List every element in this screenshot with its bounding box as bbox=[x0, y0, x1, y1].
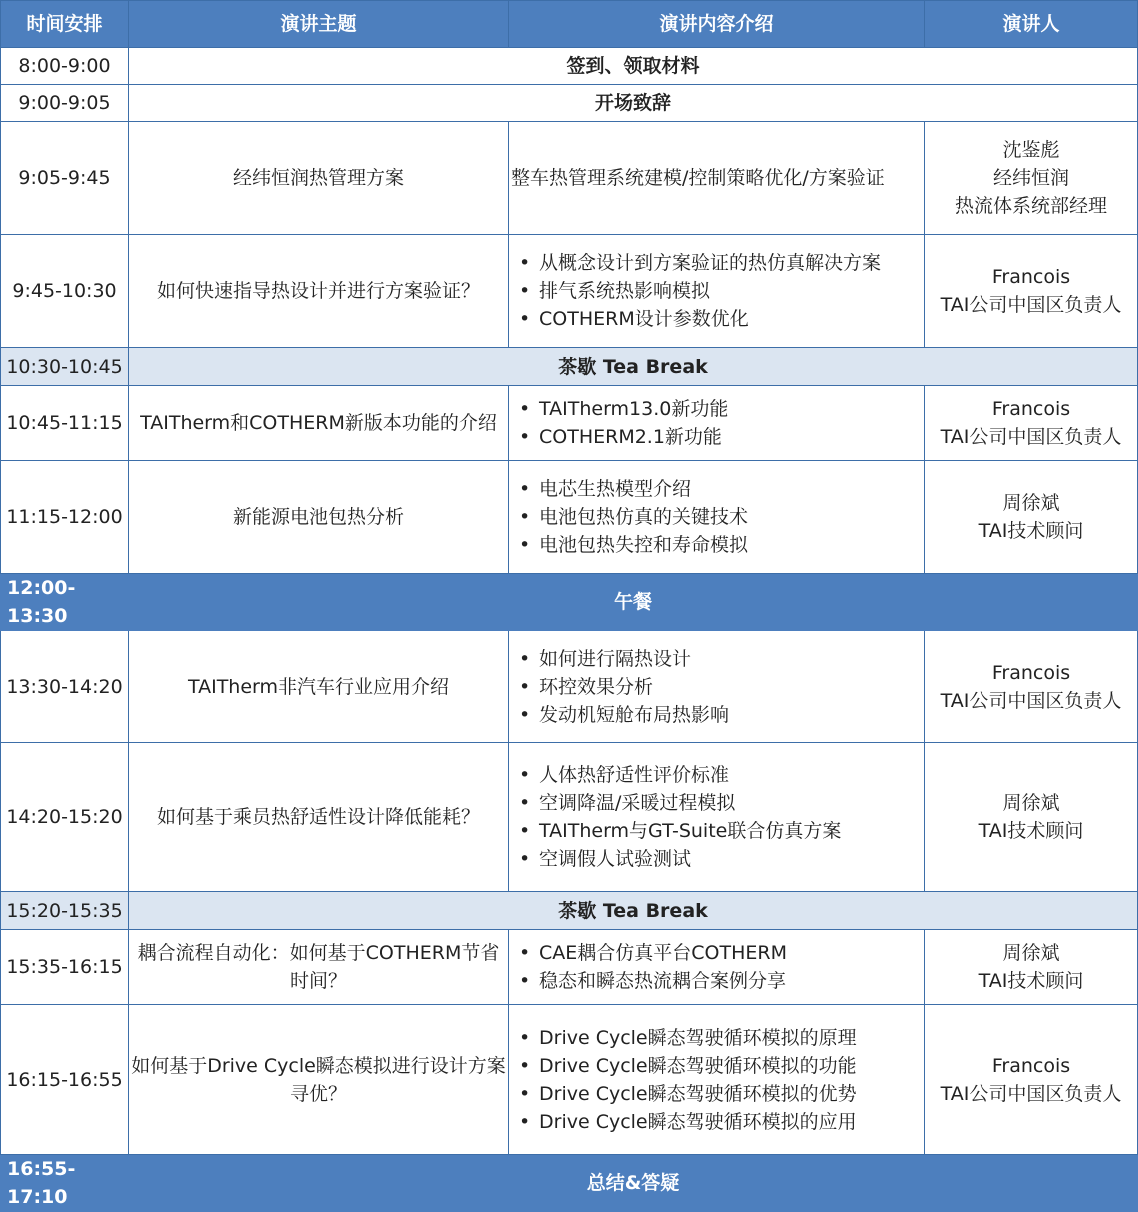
time-cell: 16:55-17:10 bbox=[1, 1155, 129, 1212]
content-cell bbox=[509, 461, 925, 574]
content-cell bbox=[509, 235, 925, 348]
time-cell: 10:45-11:15 bbox=[1, 386, 129, 461]
agenda-row bbox=[1, 85, 1138, 122]
agenda-row bbox=[1, 574, 1138, 631]
topic-cell: TAITherm非汽车行业应用介绍 bbox=[129, 631, 509, 743]
list-item: • TAITherm与GT-Suite联合仿真方案 bbox=[517, 817, 922, 845]
list-item: • COTHERM2.1新功能 bbox=[517, 423, 922, 451]
time-cell: 9:00-9:05 bbox=[1, 85, 129, 122]
list-item: • 如何进行隔热设计 bbox=[517, 645, 922, 673]
topic-cell: 如何基于Drive Cycle瞬态模拟进行设计方案寻优？ bbox=[129, 1005, 509, 1155]
topic-cell: 新能源电池包热分析 bbox=[129, 461, 509, 574]
session-cell: 开场致辞 bbox=[129, 85, 1138, 122]
time-cell: 13:30-14:20 bbox=[1, 631, 129, 743]
time-cell: 10:30-10:45 bbox=[1, 348, 129, 386]
list-item: • Drive Cycle瞬态驾驶循环模拟的原理 bbox=[517, 1024, 922, 1052]
content-cell bbox=[509, 386, 925, 461]
speaker-name: Francois bbox=[991, 398, 1071, 420]
speaker-name: Francois bbox=[991, 266, 1071, 288]
speaker-role: TAI公司中国区负责人 bbox=[940, 426, 1122, 448]
list-item: • 环控效果分析 bbox=[517, 673, 922, 701]
time-cell: 16:15-16:55 bbox=[1, 1005, 129, 1155]
time-cell: 15:20-15:35 bbox=[1, 892, 129, 930]
header-speaker: 演讲人 bbox=[925, 1, 1138, 48]
list-item: • 电池包热仿真的关键技术 bbox=[517, 503, 922, 531]
agenda-row bbox=[1, 1155, 1138, 1212]
topic-cell: 如何基于乘员热舒适性设计降低能耗？ bbox=[129, 743, 509, 892]
topic-cell: 经纬恒润热管理方案 bbox=[129, 122, 509, 235]
speaker-cell bbox=[925, 743, 1138, 892]
speaker-org: 经纬恒润 bbox=[992, 167, 1069, 189]
list-item: • 从概念设计到方案验证的热仿真解决方案 bbox=[517, 249, 922, 277]
session-cell: 签到、领取材料 bbox=[129, 48, 1138, 85]
lunch-cell: 午餐 bbox=[129, 574, 1138, 631]
list-item: • Drive Cycle瞬态驾驶循环模拟的功能 bbox=[517, 1052, 922, 1080]
content-cell bbox=[509, 631, 925, 743]
header-content: 演讲内容介绍 bbox=[509, 1, 925, 48]
time-cell: 14:20-15:20 bbox=[1, 743, 129, 892]
speaker-role: TAI公司中国区负责人 bbox=[940, 689, 1122, 712]
speaker-role: TAI技术顾问 bbox=[978, 970, 1084, 992]
agenda-row bbox=[1, 631, 1138, 743]
tea-break-cell: 茶歇 Tea Break bbox=[129, 892, 1138, 930]
agenda-row bbox=[1, 348, 1138, 386]
speaker-cell bbox=[925, 235, 1138, 348]
topic-cell: 如何快速指导热设计并进行方案验证？ bbox=[129, 235, 509, 348]
agenda-row bbox=[1, 122, 1138, 235]
agenda-row bbox=[1, 461, 1138, 574]
speaker-role: 热流体系统部经理 bbox=[954, 195, 1107, 217]
list-item: • 人体热舒适性评价标准 bbox=[517, 761, 922, 789]
qa-cell: 总结&答疑 bbox=[129, 1155, 1138, 1212]
content-cell bbox=[509, 743, 925, 892]
topic-cell: TAITherm和COTHERM新版本功能的介绍 bbox=[129, 386, 509, 461]
speaker-cell bbox=[925, 1005, 1138, 1155]
agenda-row bbox=[1, 48, 1138, 85]
list-item: • 稳态和瞬态热流耦合案例分享 bbox=[517, 967, 922, 995]
list-item: • 发动机短舱布局热影响 bbox=[517, 701, 922, 729]
header-row bbox=[1, 1, 1138, 48]
content-cell bbox=[509, 930, 925, 1005]
time-cell: 8:00-9:00 bbox=[1, 48, 129, 85]
speaker-cell bbox=[925, 386, 1138, 461]
speaker-name: 沈鉴彪 bbox=[1002, 139, 1060, 161]
time-cell: 11:15-12:00 bbox=[1, 461, 129, 574]
time-cell: 9:05-9:45 bbox=[1, 122, 129, 235]
time-cell: 9:45-10:30 bbox=[1, 235, 129, 348]
speaker-role: TAI技术顾问 bbox=[978, 820, 1084, 842]
content-cell: 整车热管理系统建模/控制策略优化/方案验证 bbox=[509, 122, 925, 235]
speaker-name: 周徐斌 bbox=[1002, 792, 1060, 814]
list-item: • 电池包热失控和寿命模拟 bbox=[517, 531, 922, 559]
list-item: • Drive Cycle瞬态驾驶循环模拟的优势 bbox=[517, 1080, 922, 1108]
list-item: • TAITherm13.0新功能 bbox=[517, 395, 922, 423]
agenda-row bbox=[1, 386, 1138, 461]
speaker-role: TAI公司中国区负责人 bbox=[940, 1082, 1122, 1105]
time-cell: 15:35-16:15 bbox=[1, 930, 129, 1005]
speaker-cell bbox=[925, 631, 1138, 743]
content-cell bbox=[509, 1005, 925, 1155]
agenda-row bbox=[1, 1005, 1138, 1155]
list-item: • COTHERM设计参数优化 bbox=[517, 305, 922, 333]
list-item: • 排气系统热影响模拟 bbox=[517, 277, 922, 305]
agenda-row bbox=[1, 930, 1138, 1005]
speaker-name: Francois bbox=[991, 661, 1071, 684]
header-time: 时间安排 bbox=[1, 1, 129, 48]
speaker-cell bbox=[925, 122, 1138, 235]
tea-break-cell: 茶歇 Tea Break bbox=[129, 348, 1138, 386]
speaker-cell bbox=[925, 930, 1138, 1005]
agenda-row bbox=[1, 235, 1138, 348]
topic-cell: 耦合流程自动化：如何基于COTHERM节省时间？ bbox=[129, 930, 509, 1005]
agenda-row bbox=[1, 743, 1138, 892]
speaker-name: Francois bbox=[991, 1054, 1071, 1077]
list-item: • Drive Cycle瞬态驾驶循环模拟的应用 bbox=[517, 1108, 922, 1136]
agenda-row bbox=[1, 892, 1138, 930]
list-item: • 空调假人试验测试 bbox=[517, 845, 922, 873]
speaker-cell bbox=[925, 461, 1138, 574]
time-cell: 12:00-13:30 bbox=[1, 574, 129, 631]
list-item: • 电芯生热模型介绍 bbox=[517, 475, 922, 503]
list-item: • CAE耦合仿真平台COTHERM bbox=[517, 939, 922, 967]
speaker-name: 周徐斌 bbox=[1002, 492, 1060, 514]
list-item: • 空调降温/采暖过程模拟 bbox=[517, 789, 922, 817]
header-topic: 演讲主题 bbox=[129, 1, 509, 48]
speaker-name: 周徐斌 bbox=[1002, 942, 1060, 964]
speaker-role: TAI技术顾问 bbox=[978, 520, 1084, 542]
speaker-role: TAI公司中国区负责人 bbox=[940, 294, 1122, 316]
